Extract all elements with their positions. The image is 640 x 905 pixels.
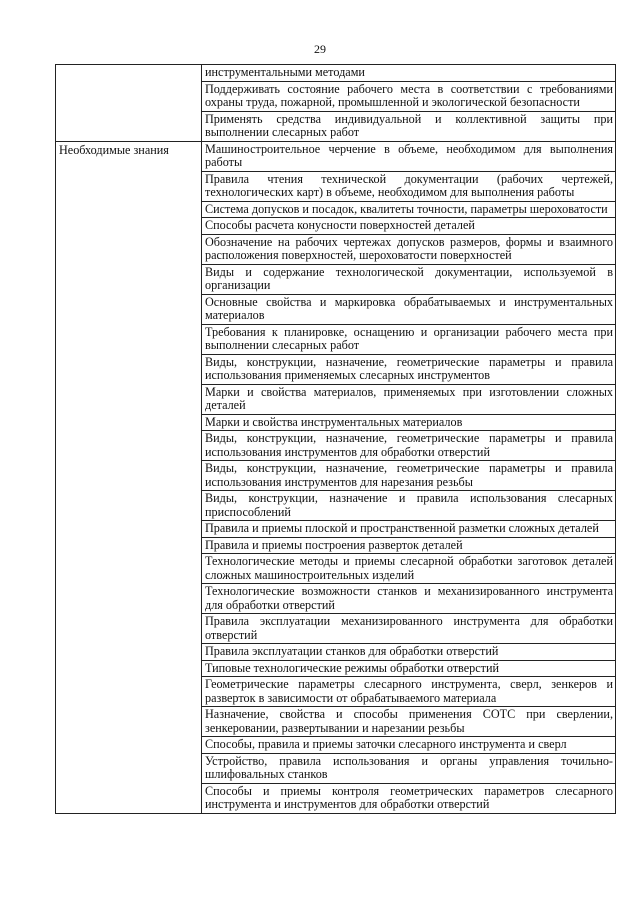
table-cell-text: Виды, конструкции, назначение и правила использования слесарных приспособлений	[202, 491, 616, 521]
table-cell-text: Правила и приемы плоской и пространственной разметки сложных деталей	[202, 521, 616, 538]
table-cell-text: Виды и содержание технологической документации, используемой в организации	[202, 264, 616, 294]
table-cell-text: Способы и приемы контроля геометрических параметров слесарного инструмента и инструментов для обработки отверстий	[202, 783, 616, 813]
section-label-cell: Необходимые знания	[56, 141, 202, 813]
table-cell-text: Применять средства индивидуальной и коллективной защиты при выполнении слесарных работ	[202, 111, 616, 141]
table-cell-text: Виды, конструкции, назначение, геометрические параметры и правила использования инструментов для нарезания резьбы	[202, 461, 616, 491]
table-cell-text: Машиностроительное черчение в объеме, необходимом для выполнения работы	[202, 141, 616, 171]
table-cell-text: Поддерживать состояние рабочего места в соответствии с требованиями охраны труда, пожарной, промышленной и экологической безопасности	[202, 81, 616, 111]
table-cell-text: инструментальными методами	[202, 65, 616, 82]
table-cell-text: Правила эксплуатации механизированного инструмента для обработки отверстий	[202, 614, 616, 644]
table-cell-text: Способы расчета конусности поверхностей деталей	[202, 218, 616, 235]
table-row	[56, 141, 616, 171]
table-cell-text: Марки и свойства материалов, применяемых при изготовлении сложных деталей	[202, 384, 616, 414]
table-cell-text: Основные свойства и маркировка обрабатываемых и инструментальных материалов	[202, 294, 616, 324]
table-cell-text: Обозначение на рабочих чертежах допусков размеров, формы и взаимного расположения поверхностей, шероховатости поверхностей	[202, 234, 616, 264]
table-cell-text: Виды, конструкции, назначение, геометрические параметры и правила использования применяемых слесарных инструментов	[202, 354, 616, 384]
empty-label-cell	[56, 65, 202, 142]
table-cell-text: Марки и свойства инструментальных материалов	[202, 414, 616, 431]
table-cell-text: Требования к планировке, оснащению и организации рабочего места при выполнении слесарных работ	[202, 324, 616, 354]
table-cell-text: Правила и приемы построения разверток деталей	[202, 537, 616, 554]
table-cell-text: Технологические методы и приемы слесарной обработки заготовок деталей сложных машиностроительных изделий	[202, 554, 616, 584]
knowledge-skills-table	[55, 64, 616, 814]
table-cell-text: Способы, правила и приемы заточки слесарного инструмента и сверл	[202, 737, 616, 754]
table-cell-text: Геометрические параметры слесарного инструмента, сверл, зенкеров и разверток в зависимости от обрабатываемого материала	[202, 677, 616, 707]
table-row	[56, 65, 616, 82]
table-cell-text: Устройство, правила использования и органы управления точильно-шлифовальных станков	[202, 753, 616, 783]
table-cell-text: Правила чтения технической документации (рабочих чертежей, технологических карт) в объеме, необходимом для выполнения работы	[202, 171, 616, 201]
table-cell-text: Правила эксплуатации станков для обработки отверстий	[202, 644, 616, 661]
table-body	[56, 65, 616, 814]
table-cell-text: Назначение, свойства и способы применения СОТС при сверлении, зенкеровании, развертывании и нарезании резьбы	[202, 707, 616, 737]
page-number: 29	[314, 42, 326, 56]
table-cell-text: Типовые технологические режимы обработки отверстий	[202, 660, 616, 677]
table-cell-text: Технологические возможности станков и механизированного инструмента для обработки отверстий	[202, 584, 616, 614]
table-cell-text: Система допусков и посадок, квалитеты точности, параметры шероховатости	[202, 201, 616, 218]
table-cell-text: Виды, конструкции, назначение, геометрические параметры и правила использования инструментов для обработки отверстий	[202, 431, 616, 461]
